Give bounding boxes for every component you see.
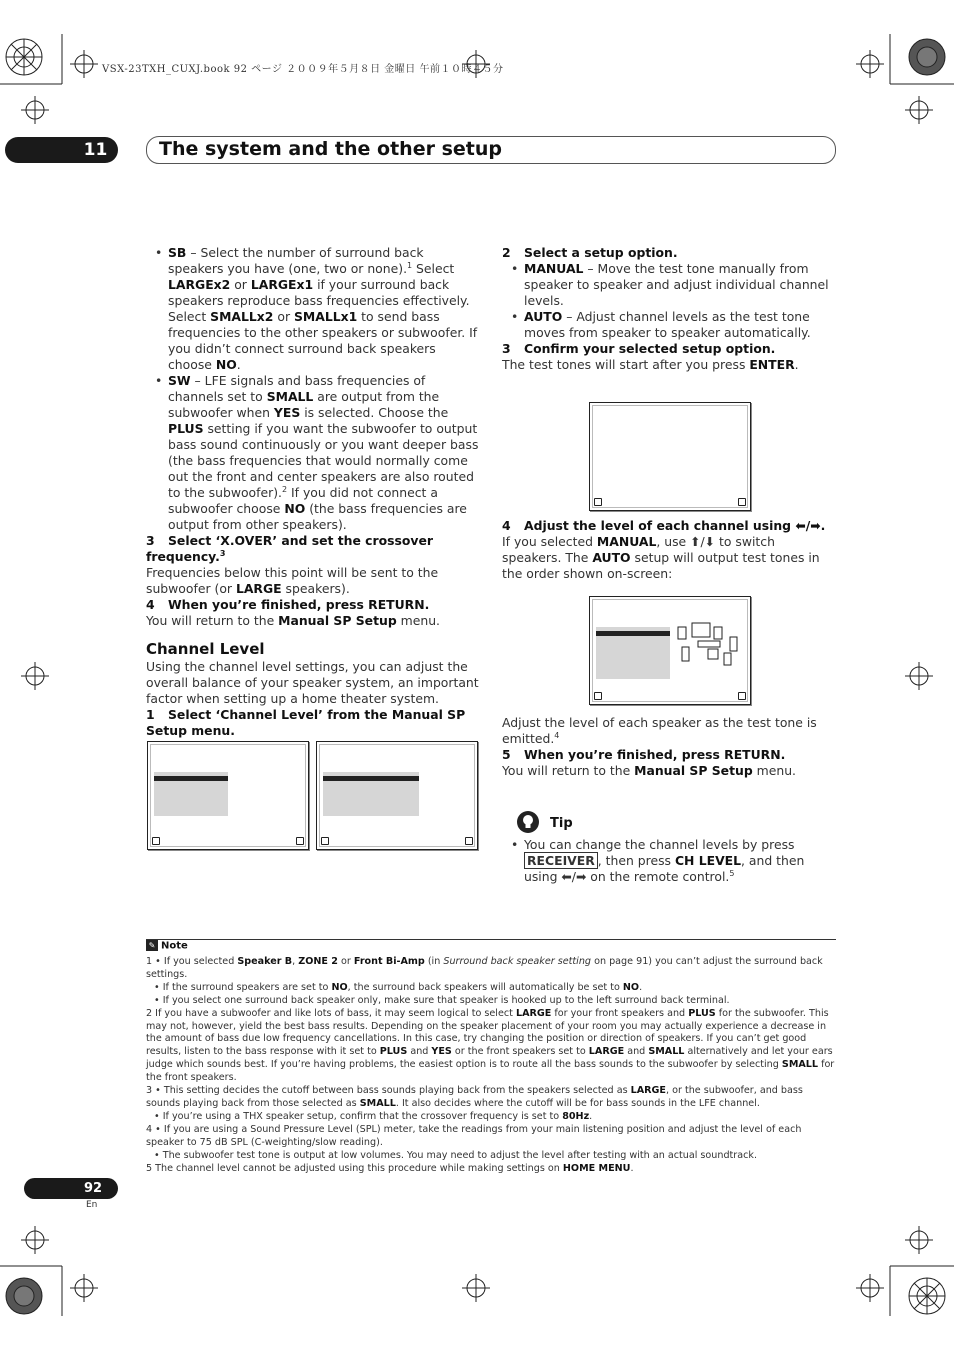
osd-screen-manual-sp-setup <box>147 741 309 850</box>
lightbulb-icon <box>516 810 540 834</box>
notes-heading: ✎ Note <box>146 940 188 952</box>
page-language: En <box>86 1200 98 1210</box>
print-header: VSX-23TXH_CUXJ.book 92 ページ ２００９年５月８日 金曜日 午前１０時４５分 <box>102 64 504 75</box>
tip-body <box>502 837 838 885</box>
right-step-5-body: You will return to the Manual SP Setup menu. <box>502 763 796 778</box>
page-number-badge <box>24 1178 118 1199</box>
right-step-3-body: The test tones will start after you press ENTER. <box>502 357 799 372</box>
right-column-top <box>502 245 836 373</box>
note-1a: 1 • If you selected Speaker B, ZONE 2 or Front Bi-Amp (in Surround back speaker setting on page 91) you can’t adjust the surround back settings. <box>146 956 823 980</box>
left-step-3-body: Frequencies below this point will be sent to the subwoofer (or LARGE speakers). <box>146 565 439 596</box>
speaker-layout-icon <box>676 619 746 669</box>
notes-body <box>146 956 838 1175</box>
chapter-title-bar <box>146 136 836 164</box>
chapter-number: 11 <box>83 140 108 160</box>
auto-bullet: • AUTO – Adjust channel levels as the test tone moves from speaker to speaker automatically. <box>502 309 836 341</box>
note-3a: 3 • This setting decides the cutoff between bass sounds playing back from the speakers selected as LARGE, or the subwoofer, and bass sounds playing back from those selected as SMALL. It also decides where the cutoff will be for bass sounds in the LFE channel. <box>146 1085 803 1109</box>
page-number: 92 <box>83 1181 103 1196</box>
left-column <box>146 245 480 739</box>
sw-bullet: • SW – LFE signals and bass frequencies of channels set to SMALL are output from the subwoofer when YES is selected. Choose the PLUS setting if you want the subwoofer to output bass sound continuously or you want deeper bass (the bass frequencies that would normally come out the front and center speakers are also routed to the subwoofer).$^2$ If you did not connect a subwoofer choose NO (the bass frequencies are output from other speakers). <box>146 373 480 533</box>
channel-level-body: Using the channel level settings, you can adjust the overall balance of your speaker system, an important factor when setting up a home theater system. <box>146 659 479 706</box>
tip-bullet: • You can change the channel levels by press RECEIVER , then press CH LEVEL, and then using ⬅/➡ on the remote control.$^5$ <box>502 837 838 885</box>
right-step-4: 4 Adjust the level of each channel using ⬅/➡. <box>502 518 826 533</box>
left-step-4-body: You will return to the Manual SP Setup menu. <box>146 613 440 628</box>
osd-screen-test-tone <box>589 402 751 511</box>
manual-bullet: • MANUAL – Move the test tone manually from speaker to speaker and adjust individual channel levels. <box>502 261 836 309</box>
note-1b: • If the surround speakers are set to NO, the surround back speakers will automatically be set to NO. <box>154 981 643 993</box>
notes-divider <box>146 939 836 940</box>
right-step-4-body: If you selected MANUAL, use ⬆/⬇ to switch speakers. The AUTO setup will output test tones in the order shown on-screen: <box>502 534 820 581</box>
note-2: 2 If you have a subwoofer and like lots of bass, it may seem logical to select LARGE for your front speakers and PLUS for the subwoofer. This may not, however, yield the best bass results. Depending on the speaker placement of your room you may actually experience a decrease in the amount of bass due low frequency cancellations. In this case, try changing the position or direction of speakers. If you can’t get good results, listen to the bass response with it set to PLUS and YES or the front speakers set to LARGE and SMALL alternatively and let your ears judge which sounds best. If you’re having problems, the easiest option is to route all the bass sounds to the subwoofer by selecting SMALL for the front speakers. <box>146 1007 835 1084</box>
note-3b: • If you’re using a THX speaker setup, confirm that the crossover frequency is set to 80Hz. <box>154 1110 593 1122</box>
right-column-mid <box>502 518 836 582</box>
osd-screen-channel-level <box>316 741 478 850</box>
adjust-text: Adjust the level of each speaker as the test tone is emitted.$^4$ <box>502 715 817 746</box>
osd-screen-speaker-levels <box>589 596 751 705</box>
chapter-badge <box>5 137 118 163</box>
note-icon: ✎ <box>146 940 158 951</box>
tip-label: Tip <box>550 816 573 831</box>
left-step-4: 4 When you’re finished, press RETURN. <box>146 597 430 612</box>
right-step-3: 3 Confirm your selected setup option. <box>502 341 776 356</box>
note-5: 5 The channel level cannot be adjusted using this procedure while making settings on HOME MENU. <box>146 1162 634 1174</box>
left-step-3: 3 Select ‘X.OVER’ and set the crossover frequency.$^3$ <box>146 533 434 564</box>
right-column-bottom <box>502 715 836 779</box>
sb-bullet: • SB – Select the number of surround back speakers you have (one, two or none).$^1$ Select LARGEx2 or LARGEx1 if your surround back speakers reproduce bass frequencies effectively. Select SMALLx2 or SMALLx1 to send bass frequencies to the other speakers or subwoofer. If you didn’t connect surround back speakers choose NO. <box>146 245 480 373</box>
left-step-1: 1 Select ‘Channel Level’ from the Manual SP Setup menu. <box>146 707 466 738</box>
channel-level-heading: Channel Level <box>146 640 265 658</box>
note-1c: • If you select one surround back speaker only, make sure that speaker is hooked up to the left surround back terminal. <box>154 994 730 1006</box>
note-4a: 4 • If you are using a Sound Pressure Level (SPL) meter, take the readings from your main listening position and adjust the level of each speaker to 75 dB SPL (C-weighting/slow reading). <box>146 1123 802 1148</box>
right-step-2: 2 Select a setup option. <box>502 245 678 260</box>
note-4b: • The subwoofer test tone is output at low volumes. You may need to adjust the level after testing with an actual soundtrack. <box>154 1149 757 1161</box>
right-step-5: 5 When you’re finished, press RETURN. <box>502 747 786 762</box>
chapter-title: The system and the other setup <box>159 138 502 160</box>
